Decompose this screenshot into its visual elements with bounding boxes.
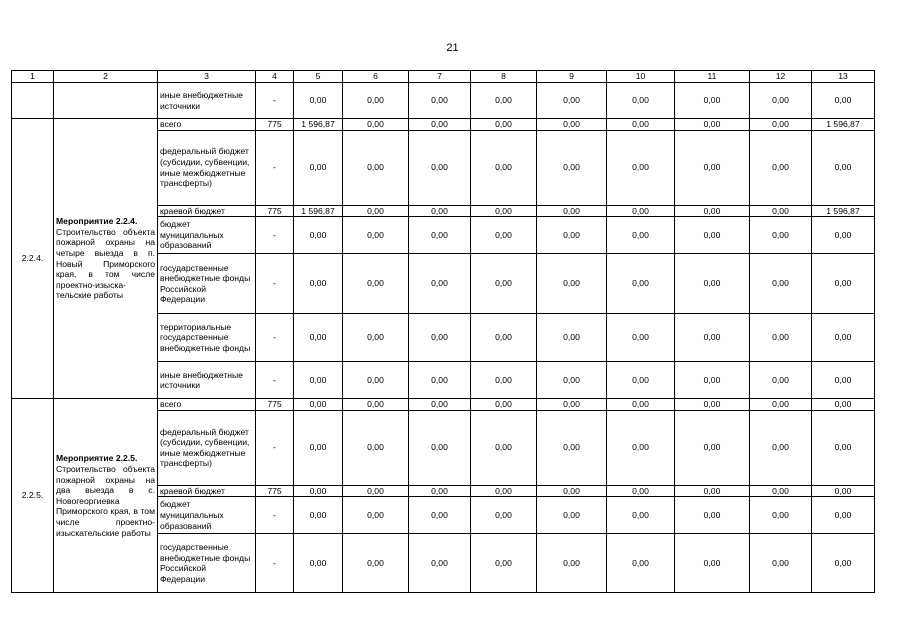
value-cell: 0,00	[812, 410, 875, 485]
value-cell: 0,00	[607, 497, 675, 534]
value-cell: 0,00	[343, 399, 409, 411]
value-cell: 0,00	[537, 205, 607, 217]
measure-description-cell	[54, 119, 158, 399]
value-cell: 0,00	[750, 83, 812, 119]
column-number-cell: 3	[158, 71, 256, 83]
funding-source-cell: государственные внебюджетные фонды Российской Федерации	[158, 254, 256, 314]
value-cell: 0,00	[294, 130, 343, 205]
measure-description: Строительство объекта пожарной охраны на четыре выезда в п. Новый Приморского края, в том числе проектно-изыска-тельские работы	[56, 226, 155, 301]
value-cell: 0,00	[607, 83, 675, 119]
value-cell: 0,00	[343, 217, 409, 254]
value-cell: 0,00	[294, 534, 343, 593]
kbk-cell: 775	[256, 485, 294, 497]
value-cell: 0,00	[294, 83, 343, 119]
funding-source-cell: территориальные государственные внебюджетные фонды	[158, 314, 256, 362]
column-number-cell: 10	[607, 71, 675, 83]
value-cell: 0,00	[675, 314, 750, 362]
value-cell: 0,00	[607, 119, 675, 131]
value-cell: 1 596,87	[294, 119, 343, 131]
funding-source-cell: иные внебюджетные источники	[158, 83, 256, 119]
value-cell: 0,00	[607, 534, 675, 593]
table-row	[12, 119, 875, 131]
column-number-cell: 6	[343, 71, 409, 83]
value-cell: 0,00	[537, 497, 607, 534]
value-cell: 0,00	[750, 217, 812, 254]
funding-source-cell: бюджет муниципальных образований	[158, 217, 256, 254]
value-cell: 0,00	[409, 362, 471, 399]
value-cell: 0,00	[294, 362, 343, 399]
kbk-cell: -	[256, 254, 294, 314]
value-cell: 0,00	[471, 362, 537, 399]
funding-source-cell: краевой бюджет	[158, 485, 256, 497]
value-cell: 0,00	[471, 497, 537, 534]
value-cell: 0,00	[471, 205, 537, 217]
column-number-cell: 7	[409, 71, 471, 83]
kbk-cell: 775	[256, 119, 294, 131]
page-number: 21	[446, 42, 459, 54]
value-cell: 0,00	[750, 314, 812, 362]
value-cell: 0,00	[675, 410, 750, 485]
kbk-cell: -	[256, 314, 294, 362]
description-cell	[54, 83, 158, 119]
value-cell: 0,00	[607, 254, 675, 314]
value-cell: 1 596,87	[812, 205, 875, 217]
value-cell: 0,00	[409, 497, 471, 534]
value-cell: 0,00	[343, 130, 409, 205]
value-cell: 0,00	[343, 362, 409, 399]
measure-title: Мероприятие 2.2.5.	[56, 453, 138, 464]
value-cell: 0,00	[812, 534, 875, 593]
value-cell: 0,00	[343, 314, 409, 362]
value-cell: 0,00	[343, 119, 409, 131]
value-cell: 0,00	[409, 130, 471, 205]
kbk-cell: -	[256, 83, 294, 119]
value-cell: 0,00	[537, 410, 607, 485]
funding-source-cell: федеральный бюджет (субсидии, субвенции, иные межбюджетные трансферты)	[158, 410, 256, 485]
value-cell: 0,00	[343, 254, 409, 314]
value-cell: 0,00	[537, 362, 607, 399]
column-number-cell: 9	[537, 71, 607, 83]
value-cell: 0,00	[343, 83, 409, 119]
value-cell: 0,00	[812, 399, 875, 411]
value-cell: 0,00	[471, 534, 537, 593]
value-cell: 0,00	[607, 485, 675, 497]
value-cell: 0,00	[812, 314, 875, 362]
funding-source-cell: иные внебюджетные источники	[158, 362, 256, 399]
value-cell: 0,00	[537, 217, 607, 254]
value-cell: 0,00	[471, 254, 537, 314]
value-cell: 0,00	[750, 534, 812, 593]
value-cell: 0,00	[294, 314, 343, 362]
kbk-cell: -	[256, 362, 294, 399]
kbk-cell: 775	[256, 399, 294, 411]
value-cell: 0,00	[471, 485, 537, 497]
value-cell: 0,00	[675, 362, 750, 399]
value-cell: 0,00	[294, 399, 343, 411]
value-cell: 0,00	[537, 119, 607, 131]
value-cell: 0,00	[750, 497, 812, 534]
column-number-cell: 13	[812, 71, 875, 83]
value-cell: 0,00	[537, 254, 607, 314]
value-cell: 0,00	[607, 314, 675, 362]
value-cell: 0,00	[537, 83, 607, 119]
value-cell: 0,00	[675, 485, 750, 497]
kbk-cell: -	[256, 534, 294, 593]
value-cell: 1 596,87	[294, 205, 343, 217]
value-cell: 0,00	[675, 217, 750, 254]
value-cell: 0,00	[343, 497, 409, 534]
funding-source-cell: всего	[158, 399, 256, 411]
value-cell: 0,00	[607, 410, 675, 485]
value-cell: 0,00	[812, 130, 875, 205]
funding-source-cell: государственные внебюджетные фонды Российской Федерации	[158, 534, 256, 593]
value-cell: 0,00	[471, 217, 537, 254]
value-cell: 0,00	[294, 485, 343, 497]
kbk-cell: -	[256, 410, 294, 485]
value-cell: 1 596,87	[812, 119, 875, 131]
value-cell: 0,00	[812, 497, 875, 534]
value-cell: 0,00	[471, 83, 537, 119]
value-cell: 0,00	[675, 130, 750, 205]
value-cell: 0,00	[750, 205, 812, 217]
value-cell: 0,00	[409, 217, 471, 254]
value-cell: 0,00	[294, 254, 343, 314]
column-number-cell: 4	[256, 71, 294, 83]
value-cell: 0,00	[750, 130, 812, 205]
funding-source-cell: бюджет муниципальных образований	[158, 497, 256, 534]
value-cell: 0,00	[607, 362, 675, 399]
value-cell: 0,00	[607, 130, 675, 205]
table-row	[12, 399, 875, 411]
value-cell: 0,00	[607, 399, 675, 411]
kbk-cell: -	[256, 130, 294, 205]
value-cell: 0,00	[294, 497, 343, 534]
value-cell: 0,00	[675, 119, 750, 131]
column-number-cell: 1	[12, 71, 54, 83]
measure-description-cell	[54, 399, 158, 593]
value-cell: 0,00	[343, 534, 409, 593]
value-cell: 0,00	[675, 205, 750, 217]
value-cell: 0,00	[537, 130, 607, 205]
value-cell: 0,00	[471, 119, 537, 131]
value-cell: 0,00	[675, 399, 750, 411]
value-cell: 0,00	[294, 217, 343, 254]
value-cell: 0,00	[471, 130, 537, 205]
column-number-row	[12, 71, 875, 83]
kbk-cell: 775	[256, 205, 294, 217]
column-number-cell: 8	[471, 71, 537, 83]
column-number-cell: 2	[54, 71, 158, 83]
value-cell: 0,00	[812, 485, 875, 497]
value-cell: 0,00	[409, 254, 471, 314]
value-cell: 0,00	[750, 410, 812, 485]
value-cell: 0,00	[675, 83, 750, 119]
value-cell: 0,00	[675, 534, 750, 593]
value-cell: 0,00	[471, 399, 537, 411]
funding-source-cell: всего	[158, 119, 256, 131]
value-cell: 0,00	[409, 485, 471, 497]
value-cell: 0,00	[537, 534, 607, 593]
code-cell	[12, 83, 54, 119]
value-cell: 0,00	[750, 362, 812, 399]
value-cell: 0,00	[294, 410, 343, 485]
value-cell: 0,00	[343, 410, 409, 485]
measure-title: Мероприятие 2.2.4.	[56, 216, 138, 227]
value-cell: 0,00	[471, 410, 537, 485]
value-cell: 0,00	[750, 399, 812, 411]
value-cell: 0,00	[750, 485, 812, 497]
value-cell: 0,00	[812, 362, 875, 399]
value-cell: 0,00	[537, 485, 607, 497]
measure-code-cell: 2.2.5.	[12, 399, 54, 593]
column-number-cell: 5	[294, 71, 343, 83]
measure-code-cell: 2.2.4.	[12, 119, 54, 399]
funding-source-cell: федеральный бюджет (субсидии, субвенции, иные межбюджетные трансферты)	[158, 130, 256, 205]
value-cell: 0,00	[812, 254, 875, 314]
value-cell: 0,00	[675, 497, 750, 534]
column-number-cell: 12	[750, 71, 812, 83]
value-cell: 0,00	[409, 534, 471, 593]
kbk-cell: -	[256, 497, 294, 534]
value-cell: 0,00	[409, 205, 471, 217]
value-cell: 0,00	[812, 83, 875, 119]
value-cell: 0,00	[537, 314, 607, 362]
value-cell: 0,00	[750, 119, 812, 131]
value-cell: 0,00	[343, 485, 409, 497]
kbk-cell: -	[256, 217, 294, 254]
column-number-cell: 11	[675, 71, 750, 83]
budget-table	[11, 70, 875, 593]
value-cell: 0,00	[409, 399, 471, 411]
value-cell: 0,00	[812, 217, 875, 254]
table-row	[12, 83, 875, 119]
value-cell: 0,00	[409, 314, 471, 362]
value-cell: 0,00	[537, 399, 607, 411]
value-cell: 0,00	[607, 217, 675, 254]
value-cell: 0,00	[409, 410, 471, 485]
value-cell: 0,00	[471, 314, 537, 362]
value-cell: 0,00	[409, 119, 471, 131]
funding-source-cell: краевой бюджет	[158, 205, 256, 217]
value-cell: 0,00	[409, 83, 471, 119]
measure-description: Строительство объекта пожарной охраны на два выезда в с. Новогеоргиевка Приморского края, в том числе проектно-изыскательские работы	[56, 464, 155, 538]
value-cell: 0,00	[750, 254, 812, 314]
value-cell: 0,00	[343, 205, 409, 217]
value-cell: 0,00	[607, 205, 675, 217]
value-cell: 0,00	[675, 254, 750, 314]
